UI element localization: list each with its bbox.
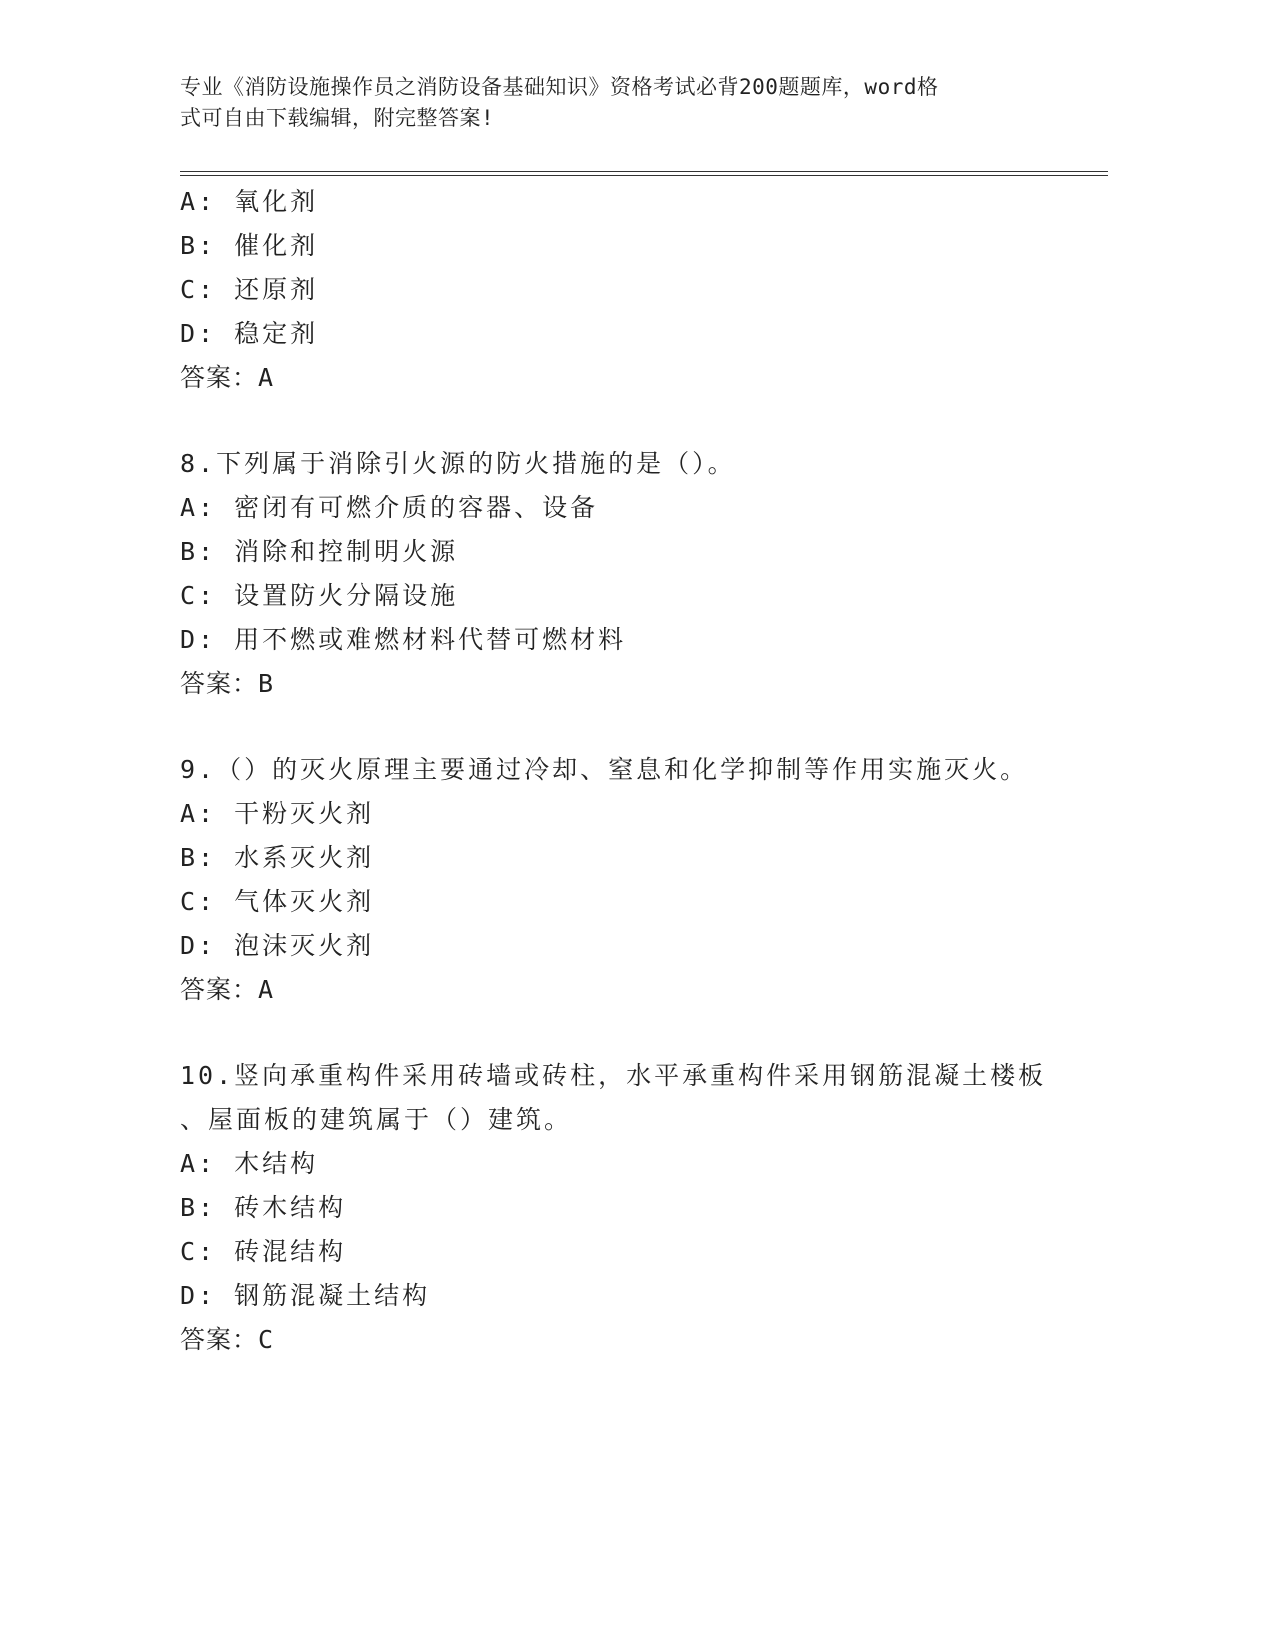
- option-c: C: 设置防火分隔设施: [180, 581, 459, 610]
- spacer: [180, 706, 1080, 748]
- option-b: B: 砖木结构: [180, 1193, 347, 1222]
- question-stem-line-1: 10.竖向承重构件采用砖墙或砖柱，水平承重构件采用钢筋混凝土楼板: [180, 1061, 1047, 1090]
- answer-line: 答案：B: [180, 669, 275, 698]
- option-b: B: 催化剂: [180, 231, 319, 260]
- option-d: D: 泡沫灭火剂: [180, 931, 375, 960]
- option-a: A: 氧化剂: [180, 187, 319, 216]
- option-c: C: 砖混结构: [180, 1237, 347, 1266]
- question-stem: 8.下列属于消除引火源的防火措施的是（）。: [180, 449, 736, 478]
- question-10: [180, 1054, 1080, 1362]
- option-a: A: 密闭有可燃介质的容器、设备: [180, 493, 599, 522]
- question-9: [180, 748, 1080, 1012]
- question-stem-line-2: 、屋面板的建筑属于（）建筑。: [180, 1105, 573, 1134]
- answer-line: 答案：C: [180, 1325, 275, 1354]
- option-c: C: 气体灭火剂: [180, 887, 375, 916]
- question-7-partial: [180, 180, 1080, 400]
- spacer: [180, 400, 1080, 442]
- header-line-1: 专业《消防设施操作员之消防设备基础知识》资格考试必背200题题库，word格: [180, 75, 939, 99]
- option-d: D: 钢筋混凝土结构: [180, 1281, 431, 1310]
- header-divider-top: [180, 171, 1108, 172]
- question-8: [180, 442, 1080, 706]
- header-divider-bottom: [180, 175, 1108, 176]
- answer-line: 答案：A: [180, 975, 275, 1004]
- document-header: [180, 72, 1050, 134]
- header-line-2: 式可自由下载编辑，附完整答案!: [180, 106, 495, 130]
- option-b: B: 水系灭火剂: [180, 843, 375, 872]
- question-stem: 9.（）的灭火原理主要通过冷却、窒息和化学抑制等作用实施灭火。: [180, 755, 1029, 784]
- option-a: A: 干粉灭火剂: [180, 799, 375, 828]
- option-d: D: 稳定剂: [180, 319, 319, 348]
- option-d: D: 用不燃或难燃材料代替可燃材料: [180, 625, 627, 654]
- option-a: A: 木结构: [180, 1149, 319, 1178]
- option-b: B: 消除和控制明火源: [180, 537, 459, 566]
- option-c: C: 还原剂: [180, 275, 319, 304]
- answer-line: 答案：A: [180, 363, 275, 392]
- question-list: [180, 180, 1080, 1362]
- spacer: [180, 1012, 1080, 1054]
